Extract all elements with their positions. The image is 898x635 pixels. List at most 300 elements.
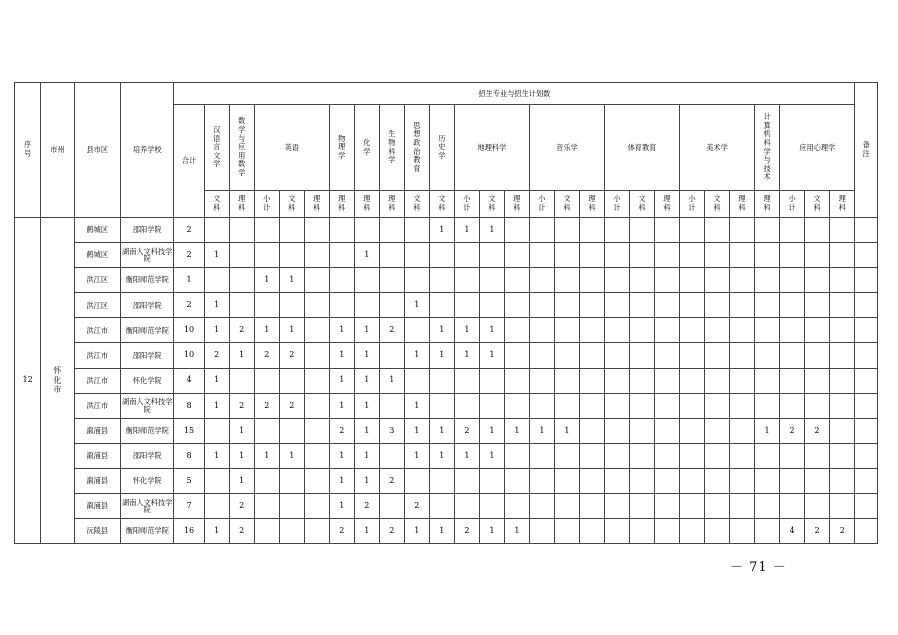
value-cell xyxy=(579,519,604,544)
value-cell: 2 xyxy=(379,318,404,343)
value-cell: 3 xyxy=(379,418,404,443)
header-major-english: 英语 xyxy=(254,105,329,191)
header-major-music: 音乐学 xyxy=(529,105,604,191)
value-cell xyxy=(755,318,780,343)
value-cell xyxy=(229,243,254,268)
value-cell xyxy=(755,393,780,418)
county-cell: 溆浦县 xyxy=(74,418,120,443)
total-cell: 8 xyxy=(174,443,204,468)
value-cell xyxy=(730,519,755,544)
value-cell xyxy=(830,243,855,268)
table-row xyxy=(15,393,878,418)
value-cell xyxy=(680,343,705,368)
value-cell xyxy=(529,268,554,293)
school-cell: 湖南人文科技学院 xyxy=(120,243,173,268)
value-cell xyxy=(254,468,279,493)
value-cell xyxy=(604,468,629,493)
value-cell xyxy=(429,468,454,493)
value-cell xyxy=(680,318,705,343)
value-cell xyxy=(254,368,279,393)
value-cell xyxy=(304,318,329,343)
table-row xyxy=(15,243,878,268)
table-row xyxy=(15,418,878,443)
value-cell xyxy=(279,293,304,318)
value-cell xyxy=(604,443,629,468)
value-cell xyxy=(329,268,354,293)
value-cell xyxy=(304,343,329,368)
value-cell xyxy=(705,418,730,443)
value-cell xyxy=(204,218,229,243)
value-cell xyxy=(805,243,830,268)
subheader-cell: 理科 xyxy=(579,191,604,218)
value-cell xyxy=(604,293,629,318)
header-major-biology: 生物科学 xyxy=(379,105,404,191)
table-row xyxy=(15,443,878,468)
county-cell: 洪江区 xyxy=(74,293,120,318)
value-cell xyxy=(204,268,229,293)
value-cell: 1 xyxy=(454,343,479,368)
value-cell: 1 xyxy=(479,218,504,243)
value-cell: 1 xyxy=(329,468,354,493)
value-cell xyxy=(404,368,429,393)
value-cell: 1 xyxy=(429,318,454,343)
value-cell xyxy=(279,418,304,443)
value-cell xyxy=(579,393,604,418)
value-cell xyxy=(830,443,855,468)
value-cell xyxy=(680,418,705,443)
subheader-cell: 文科 xyxy=(479,191,504,218)
value-cell xyxy=(730,443,755,468)
total-cell: 2 xyxy=(174,243,204,268)
value-cell xyxy=(629,418,654,443)
value-cell xyxy=(830,268,855,293)
value-cell xyxy=(604,519,629,544)
value-cell xyxy=(654,519,679,544)
value-cell xyxy=(780,393,805,418)
value-cell: 2 xyxy=(454,418,479,443)
value-cell xyxy=(279,519,304,544)
value-cell: 1 xyxy=(204,393,229,418)
value-cell xyxy=(629,393,654,418)
county-cell: 鹤城区 xyxy=(74,243,120,268)
value-cell xyxy=(204,468,229,493)
value-cell xyxy=(454,293,479,318)
remark-cell xyxy=(855,343,878,368)
value-cell xyxy=(680,519,705,544)
value-cell: 2 xyxy=(379,468,404,493)
subheader-cell: 小计 xyxy=(454,191,479,218)
subheader-cell: 小计 xyxy=(780,191,805,218)
value-cell: 2 xyxy=(329,418,354,443)
value-cell xyxy=(554,318,579,343)
value-cell xyxy=(554,393,579,418)
table-row xyxy=(15,494,878,519)
value-cell xyxy=(805,468,830,493)
value-cell xyxy=(730,368,755,393)
value-cell xyxy=(554,368,579,393)
value-cell xyxy=(830,293,855,318)
value-cell xyxy=(504,443,529,468)
value-cell: 1 xyxy=(204,519,229,544)
value-cell: 1 xyxy=(354,393,379,418)
value-cell xyxy=(554,243,579,268)
school-cell: 衡阳师范学院 xyxy=(120,268,173,293)
value-cell: 2 xyxy=(379,519,404,544)
value-cell xyxy=(579,494,604,519)
value-cell xyxy=(629,218,654,243)
value-cell xyxy=(279,243,304,268)
value-cell xyxy=(654,468,679,493)
value-cell xyxy=(805,393,830,418)
value-cell xyxy=(454,368,479,393)
value-cell: 1 xyxy=(279,268,304,293)
value-cell: 1 xyxy=(529,418,554,443)
value-cell xyxy=(279,218,304,243)
value-cell xyxy=(304,519,329,544)
value-cell xyxy=(554,218,579,243)
subheader-cell: 小计 xyxy=(254,191,279,218)
header-major-art: 美术学 xyxy=(680,105,755,191)
value-cell: 1 xyxy=(329,318,354,343)
value-cell xyxy=(254,519,279,544)
school-cell: 衡阳师范学院 xyxy=(120,318,173,343)
value-cell xyxy=(830,318,855,343)
value-cell: 1 xyxy=(329,368,354,393)
value-cell xyxy=(329,243,354,268)
value-cell xyxy=(504,218,529,243)
total-cell: 4 xyxy=(174,368,204,393)
value-cell xyxy=(454,494,479,519)
remark-cell xyxy=(855,318,878,343)
value-cell xyxy=(579,343,604,368)
value-cell xyxy=(279,368,304,393)
subheader-cell: 文科 xyxy=(404,191,429,218)
value-cell xyxy=(654,318,679,343)
value-cell xyxy=(304,393,329,418)
value-cell xyxy=(629,318,654,343)
remark-cell xyxy=(855,368,878,393)
value-cell xyxy=(329,218,354,243)
remark-cell xyxy=(855,443,878,468)
county-cell: 溆浦县 xyxy=(74,494,120,519)
value-cell xyxy=(629,468,654,493)
value-cell xyxy=(554,443,579,468)
value-cell xyxy=(579,243,604,268)
value-cell xyxy=(554,519,579,544)
value-cell xyxy=(504,243,529,268)
value-cell xyxy=(705,343,730,368)
remark-cell xyxy=(855,268,878,293)
school-cell: 邵阳学院 xyxy=(120,443,173,468)
value-cell xyxy=(755,293,780,318)
value-cell xyxy=(454,393,479,418)
value-cell: 1 xyxy=(354,443,379,468)
subheader-cell: 文科 xyxy=(554,191,579,218)
value-cell xyxy=(654,218,679,243)
value-cell xyxy=(780,268,805,293)
value-cell xyxy=(379,218,404,243)
value-cell: 1 xyxy=(354,519,379,544)
value-cell xyxy=(654,243,679,268)
value-cell xyxy=(404,243,429,268)
school-cell: 怀化学院 xyxy=(120,468,173,493)
value-cell xyxy=(579,293,604,318)
value-cell xyxy=(204,418,229,443)
value-cell xyxy=(680,468,705,493)
value-cell xyxy=(204,494,229,519)
school-cell: 邵阳学院 xyxy=(120,293,173,318)
value-cell: 1 xyxy=(404,293,429,318)
value-cell xyxy=(429,268,454,293)
value-cell: 2 xyxy=(279,343,304,368)
value-cell: 1 xyxy=(755,418,780,443)
value-cell xyxy=(680,293,705,318)
remark-cell xyxy=(855,519,878,544)
header-major-psych: 应用心理学 xyxy=(780,105,855,191)
value-cell xyxy=(830,218,855,243)
value-cell xyxy=(379,393,404,418)
value-cell: 1 xyxy=(404,418,429,443)
remark-cell xyxy=(855,393,878,418)
value-cell xyxy=(780,494,805,519)
value-cell xyxy=(705,468,730,493)
seq-cell: 12 xyxy=(15,218,41,544)
value-cell xyxy=(504,368,529,393)
value-cell: 1 xyxy=(279,318,304,343)
value-cell xyxy=(830,468,855,493)
value-cell xyxy=(705,268,730,293)
value-cell: 1 xyxy=(404,519,429,544)
value-cell xyxy=(579,218,604,243)
value-cell xyxy=(604,494,629,519)
value-cell xyxy=(579,268,604,293)
value-cell xyxy=(379,293,404,318)
total-cell: 1 xyxy=(174,268,204,293)
header-major-physics: 物理学 xyxy=(329,105,354,191)
value-cell xyxy=(504,468,529,493)
header-total: 合计 xyxy=(174,105,204,218)
value-cell: 1 xyxy=(254,318,279,343)
value-cell xyxy=(730,268,755,293)
value-cell: 1 xyxy=(454,443,479,468)
value-cell: 1 xyxy=(479,418,504,443)
value-cell xyxy=(705,243,730,268)
value-cell xyxy=(429,393,454,418)
school-cell: 湖南人文科技学院 xyxy=(120,494,173,519)
value-cell xyxy=(780,243,805,268)
value-cell xyxy=(479,243,504,268)
value-cell: 2 xyxy=(805,519,830,544)
value-cell xyxy=(304,494,329,519)
value-cell xyxy=(579,368,604,393)
value-cell xyxy=(755,443,780,468)
table-row xyxy=(15,268,878,293)
value-cell xyxy=(830,368,855,393)
value-cell xyxy=(780,218,805,243)
value-cell xyxy=(479,268,504,293)
value-cell: 1 xyxy=(429,443,454,468)
subheader-cell: 理科 xyxy=(304,191,329,218)
value-cell xyxy=(579,443,604,468)
value-cell xyxy=(805,318,830,343)
value-cell xyxy=(554,343,579,368)
value-cell xyxy=(705,293,730,318)
value-cell xyxy=(780,368,805,393)
value-cell: 1 xyxy=(329,343,354,368)
county-cell: 洪江市 xyxy=(74,393,120,418)
subheader-cell: 文科 xyxy=(279,191,304,218)
subheader-cell: 小计 xyxy=(529,191,554,218)
value-cell: 1 xyxy=(204,243,229,268)
value-cell xyxy=(680,243,705,268)
header-seq: 序号 xyxy=(15,83,41,218)
total-cell: 7 xyxy=(174,494,204,519)
value-cell xyxy=(654,443,679,468)
county-cell: 洪江市 xyxy=(74,343,120,368)
subheader-cell: 理科 xyxy=(755,191,780,218)
table-row xyxy=(15,293,878,318)
table-header xyxy=(15,83,878,218)
value-cell xyxy=(805,293,830,318)
remark-cell xyxy=(855,468,878,493)
subheader-cell: 文科 xyxy=(429,191,454,218)
value-cell xyxy=(629,494,654,519)
value-cell: 2 xyxy=(229,519,254,544)
value-cell: 1 xyxy=(429,218,454,243)
subheader-cell: 文科 xyxy=(805,191,830,218)
header-major-chemistry: 化学 xyxy=(354,105,379,191)
table-row xyxy=(15,218,878,243)
value-cell xyxy=(429,293,454,318)
value-cell xyxy=(429,494,454,519)
county-cell: 溆浦县 xyxy=(74,443,120,468)
value-cell xyxy=(304,468,329,493)
value-cell: 2 xyxy=(404,494,429,519)
value-cell xyxy=(354,218,379,243)
value-cell: 1 xyxy=(204,368,229,393)
header-school: 培养学校 xyxy=(120,83,173,218)
value-cell: 1 xyxy=(504,418,529,443)
value-cell xyxy=(429,243,454,268)
value-cell xyxy=(654,268,679,293)
value-cell: 1 xyxy=(479,343,504,368)
value-cell: 1 xyxy=(404,393,429,418)
header-major-geography: 地理科学 xyxy=(454,105,529,191)
value-cell: 1 xyxy=(229,468,254,493)
value-cell xyxy=(304,293,329,318)
county-cell: 洪江市 xyxy=(74,368,120,393)
value-cell xyxy=(604,418,629,443)
value-cell xyxy=(354,268,379,293)
value-cell: 1 xyxy=(429,418,454,443)
value-cell: 1 xyxy=(429,343,454,368)
value-cell xyxy=(554,494,579,519)
remark-cell xyxy=(855,243,878,268)
county-cell: 溆浦县 xyxy=(74,468,120,493)
value-cell xyxy=(604,243,629,268)
value-cell xyxy=(279,468,304,493)
value-cell xyxy=(504,268,529,293)
header-major-politics: 思想政治教育 xyxy=(404,105,429,191)
value-cell: 2 xyxy=(229,494,254,519)
remark-cell xyxy=(855,418,878,443)
value-cell xyxy=(479,368,504,393)
table-row xyxy=(15,519,878,544)
school-cell: 怀化学院 xyxy=(120,368,173,393)
value-cell xyxy=(604,393,629,418)
value-cell: 1 xyxy=(404,443,429,468)
value-cell xyxy=(379,494,404,519)
total-cell: 10 xyxy=(174,343,204,368)
value-cell xyxy=(654,343,679,368)
value-cell: 1 xyxy=(354,418,379,443)
value-cell xyxy=(529,468,554,493)
value-cell: 2 xyxy=(354,494,379,519)
remark-cell xyxy=(855,218,878,243)
value-cell xyxy=(680,218,705,243)
value-cell xyxy=(254,494,279,519)
value-cell xyxy=(304,443,329,468)
value-cell xyxy=(579,318,604,343)
value-cell xyxy=(379,443,404,468)
school-cell: 湖南人文科技学院 xyxy=(120,393,173,418)
page-number: － 71 － xyxy=(730,560,787,575)
value-cell: 1 xyxy=(254,443,279,468)
header-major-history: 历史学 xyxy=(429,105,454,191)
value-cell xyxy=(529,519,554,544)
value-cell xyxy=(680,494,705,519)
total-cell: 15 xyxy=(174,418,204,443)
value-cell xyxy=(730,343,755,368)
value-cell xyxy=(504,318,529,343)
county-cell: 沅陵县 xyxy=(74,519,120,544)
value-cell: 1 xyxy=(554,418,579,443)
value-cell xyxy=(755,494,780,519)
total-cell: 2 xyxy=(174,293,204,318)
value-cell: 1 xyxy=(204,318,229,343)
value-cell xyxy=(780,468,805,493)
value-cell xyxy=(604,318,629,343)
value-cell: 1 xyxy=(354,343,379,368)
value-cell xyxy=(629,519,654,544)
value-cell xyxy=(529,343,554,368)
value-cell xyxy=(830,418,855,443)
value-cell: 1 xyxy=(504,519,529,544)
value-cell: 1 xyxy=(229,443,254,468)
table-row xyxy=(15,468,878,493)
value-cell: 2 xyxy=(229,393,254,418)
value-cell: 1 xyxy=(354,468,379,493)
value-cell xyxy=(504,393,529,418)
value-cell: 1 xyxy=(354,368,379,393)
value-cell xyxy=(654,494,679,519)
value-cell: 1 xyxy=(204,443,229,468)
value-cell xyxy=(229,218,254,243)
remark-cell xyxy=(855,494,878,519)
school-cell: 衡阳师范学院 xyxy=(120,418,173,443)
school-cell: 邵阳学院 xyxy=(120,218,173,243)
subheader-cell: 理科 xyxy=(379,191,404,218)
value-cell: 1 xyxy=(429,519,454,544)
subheader-cell: 理科 xyxy=(354,191,379,218)
value-cell xyxy=(755,268,780,293)
value-cell: 2 xyxy=(805,418,830,443)
total-cell: 8 xyxy=(174,393,204,418)
value-cell: 4 xyxy=(780,519,805,544)
value-cell xyxy=(805,443,830,468)
value-cell xyxy=(629,443,654,468)
value-cell xyxy=(705,519,730,544)
